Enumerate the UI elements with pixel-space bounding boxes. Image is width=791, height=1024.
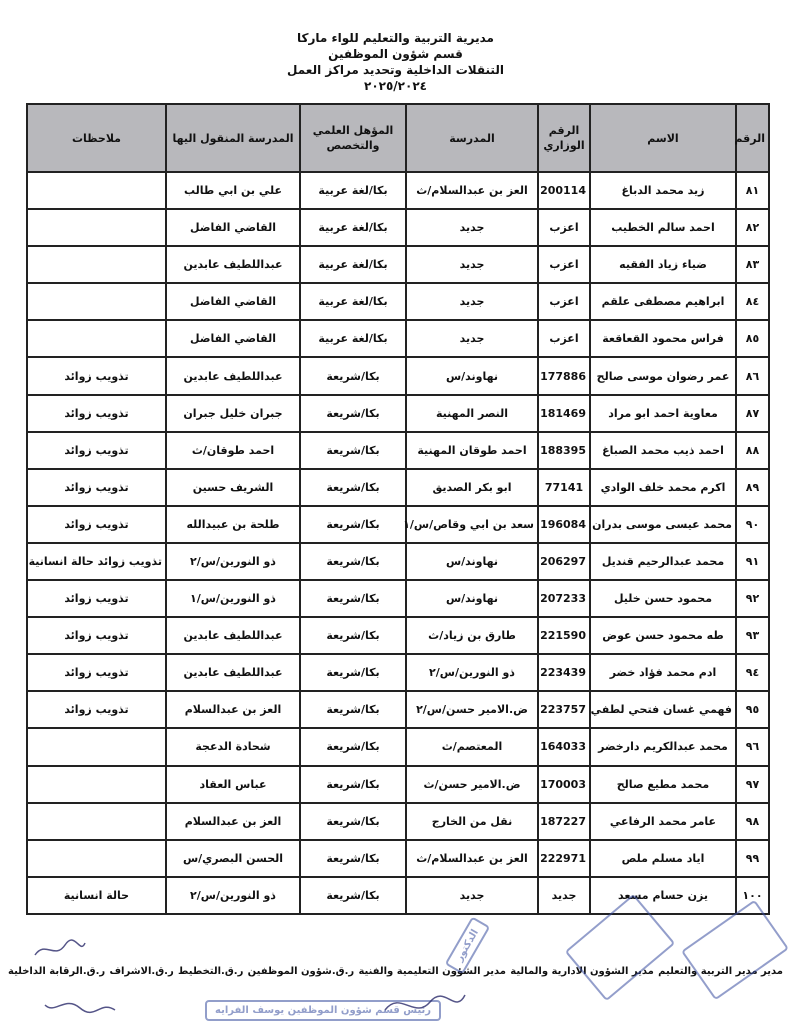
cell-ministry-number: 188395 (538, 432, 590, 469)
table-row (27, 617, 769, 654)
cell-ministry-number: 181469 (538, 395, 590, 432)
cell-ministry-number: 77141 (538, 469, 590, 506)
document-header (0, 30, 791, 94)
signature-educational-affairs: مدير الشؤون التعليمية والفنية (358, 966, 506, 977)
transfers-table (26, 103, 770, 915)
cell-transfer-school: علي بن ابي طالب (166, 172, 300, 209)
cell-school: العز بن عبدالسلام/ث (406, 840, 538, 877)
table-row (27, 209, 769, 246)
directorate-title: مديرية التربية والتعليم للواء ماركا (297, 31, 494, 45)
cell-name: فهمي غسان فتحي لطفي (590, 691, 736, 728)
cell-transfer-school: عبداللطيف عابدين (166, 617, 300, 654)
col-header-ministry-number: الرقم الوزاري (538, 104, 590, 172)
table-row (27, 172, 769, 209)
signature-internal-audit: ر.ق.الرقابة الداخلية (8, 966, 106, 977)
cell-name: محمود حسن خليل (590, 580, 736, 617)
table-row (27, 543, 769, 580)
cell-num: ٩٣ (736, 617, 769, 654)
cell-transfer-school: شحادة الدعجة (166, 728, 300, 765)
cell-notes (27, 803, 166, 840)
cell-qualification: بكا/شريعة (300, 506, 406, 543)
stamp-name: يوسف الفرايه (215, 1005, 285, 1016)
cell-transfer-school: ذو النورين/س/٢ (166, 877, 300, 914)
handwritten-signature-3 (380, 990, 470, 1020)
cell-notes: تذويب زوائد حالة انسانية (27, 543, 166, 580)
department-title: قسم شؤون الموظفين (328, 47, 463, 61)
cell-num: ٨٤ (736, 283, 769, 320)
cell-num: ٨٧ (736, 395, 769, 432)
cell-school: سعد بن ابي وقاص/س/١ (406, 506, 538, 543)
cell-school: ذو النورين/س/٢ (406, 654, 538, 691)
table-row (27, 766, 769, 803)
cell-ministry-number: 164033 (538, 728, 590, 765)
cell-name: محمد عيسى موسى بدران (590, 506, 736, 543)
cell-notes: تذويب زوائد (27, 691, 166, 728)
cell-notes: تذويب زوائد (27, 617, 166, 654)
col-header-transfer-school: المدرسة المنقول اليها (166, 104, 300, 172)
cell-school: جديد (406, 320, 538, 357)
signatures-footer (8, 966, 783, 977)
signature-personnel: ر.ق.شؤون الموظفين (247, 966, 355, 977)
cell-qualification: بكا/لغة عربية (300, 320, 406, 357)
table-row (27, 357, 769, 394)
cell-ministry-number: 206297 (538, 543, 590, 580)
cell-ministry-number: 221590 (538, 617, 590, 654)
signature-director: مدير مدير التربية والتعليم (658, 966, 783, 977)
cell-name: زيد محمد الدباغ (590, 172, 736, 209)
cell-ministry-number: 196084 (538, 506, 590, 543)
cell-school: جديد (406, 877, 538, 914)
signature-supervision: ر.ق.الاشراف (109, 966, 174, 977)
cell-notes (27, 283, 166, 320)
cell-notes: تذويب زوائد (27, 357, 166, 394)
cell-name: ادم محمد فؤاد خضر (590, 654, 736, 691)
cell-qualification: بكا/لغة عربية (300, 172, 406, 209)
cell-transfer-school: عبداللطيف عابدين (166, 357, 300, 394)
cell-notes (27, 172, 166, 209)
cell-num: ١٠٠ (736, 877, 769, 914)
col-header-num: الرقم (736, 104, 769, 172)
cell-num: ٨٩ (736, 469, 769, 506)
cell-school: نهاوند/س (406, 357, 538, 394)
cell-qualification: بكا/شريعة (300, 728, 406, 765)
cell-notes (27, 766, 166, 803)
cell-school: جديد (406, 209, 538, 246)
cell-ministry-number: اعزب (538, 246, 590, 283)
cell-school: نهاوند/س (406, 580, 538, 617)
table-row (27, 691, 769, 728)
cell-name: احمد سالم الخطيب (590, 209, 736, 246)
cell-qualification: بكا/شريعة (300, 432, 406, 469)
cell-school: جديد (406, 246, 538, 283)
cell-transfer-school: القاضي الفاضل (166, 283, 300, 320)
cell-qualification: بكا/شريعة (300, 766, 406, 803)
cell-qualification: بكا/شريعة (300, 654, 406, 691)
cell-qualification: بكا/شريعة (300, 840, 406, 877)
cell-num: ٩١ (736, 543, 769, 580)
cell-notes (27, 320, 166, 357)
cell-qualification: بكا/شريعة (300, 691, 406, 728)
table-row (27, 803, 769, 840)
academic-year: ٢٠٢٥/٢٠٢٤ (364, 79, 427, 93)
col-header-school: المدرسة (406, 104, 538, 172)
cell-transfer-school: الحسن البصري/س (166, 840, 300, 877)
table-row (27, 395, 769, 432)
cell-qualification: بكا/شريعة (300, 543, 406, 580)
cell-ministry-number: 223439 (538, 654, 590, 691)
cell-num: ٩٧ (736, 766, 769, 803)
cell-qualification: بكا/شريعة (300, 357, 406, 394)
document-subject: التنقلات الداخلية وتحديد مراكز العمل (287, 63, 504, 77)
table-row (27, 283, 769, 320)
cell-school: جديد (406, 283, 538, 320)
cell-name: عمر رضوان موسى صالح (590, 357, 736, 394)
cell-qualification: بكا/شريعة (300, 877, 406, 914)
cell-school: العز بن عبدالسلام/ث (406, 172, 538, 209)
cell-num: ٨٥ (736, 320, 769, 357)
cell-ministry-number: اعزب (538, 320, 590, 357)
cell-transfer-school: القاضي الفاضل (166, 209, 300, 246)
cell-transfer-school: عبداللطيف عابدين (166, 246, 300, 283)
cell-ministry-number: اعزب (538, 283, 590, 320)
cell-ministry-number: 200114 (538, 172, 590, 209)
table-row (27, 506, 769, 543)
cell-name: يزن حسام مسعد (590, 877, 736, 914)
cell-name: اياد مسلم ملص (590, 840, 736, 877)
cell-transfer-school: ذو النورين/س/١ (166, 580, 300, 617)
cell-num: ٩٦ (736, 728, 769, 765)
cell-transfer-school: العز بن عبدالسلام (166, 691, 300, 728)
table-header-row (27, 104, 769, 172)
cell-transfer-school: عبداللطيف عابدين (166, 654, 300, 691)
cell-num: ٨٨ (736, 432, 769, 469)
cell-school: ض.الامير حسن/س/٢ (406, 691, 538, 728)
cell-school: ض.الامير حسن/ث (406, 766, 538, 803)
cell-ministry-number: 222971 (538, 840, 590, 877)
cell-transfer-school: الشريف حسين (166, 469, 300, 506)
cell-notes (27, 246, 166, 283)
table-row (27, 320, 769, 357)
col-header-qualification: المؤهل العلمي والتخصص (300, 104, 406, 172)
cell-qualification: بكا/لغة عربية (300, 209, 406, 246)
table-row (27, 840, 769, 877)
cell-transfer-school: العز بن عبدالسلام (166, 803, 300, 840)
cell-notes: تذويب زوائد (27, 506, 166, 543)
handwritten-signature-1 (30, 935, 90, 965)
table-row (27, 654, 769, 691)
cell-transfer-school: احمد طوقان/ث (166, 432, 300, 469)
cell-qualification: بكا/شريعة (300, 617, 406, 654)
table-row (27, 580, 769, 617)
cell-num: ٩٠ (736, 506, 769, 543)
cell-notes: تذويب زوائد (27, 654, 166, 691)
cell-ministry-number: 177886 (538, 357, 590, 394)
cell-num: ٩٢ (736, 580, 769, 617)
cell-name: ضياء زياد الفقيه (590, 246, 736, 283)
cell-name: محمد مطيع صالح (590, 766, 736, 803)
cell-qualification: بكا/شريعة (300, 469, 406, 506)
cell-transfer-school: عباس العقاد (166, 766, 300, 803)
cell-num: ٩٩ (736, 840, 769, 877)
cell-num: ٩٥ (736, 691, 769, 728)
cell-qualification: بكا/شريعة (300, 580, 406, 617)
handwritten-signature-2 (40, 990, 120, 1020)
cell-notes (27, 840, 166, 877)
cell-name: احمد ذيب محمد الصباغ (590, 432, 736, 469)
cell-num: ٨٦ (736, 357, 769, 394)
cell-school: طارق بن زياد/ث (406, 617, 538, 654)
cell-school: احمد طوقان المهنية (406, 432, 538, 469)
cell-notes: حالة انسانية (27, 877, 166, 914)
cell-school: نقل من الخارج (406, 803, 538, 840)
cell-transfer-school: القاضي الفاضل (166, 320, 300, 357)
cell-num: ٨٢ (736, 209, 769, 246)
cell-ministry-number: 207233 (538, 580, 590, 617)
table-row (27, 728, 769, 765)
cell-school: النصر المهنية (406, 395, 538, 432)
cell-name: ابراهيم مصطفى علقم (590, 283, 736, 320)
cell-num: ٩٤ (736, 654, 769, 691)
cell-ministry-number: 223757 (538, 691, 590, 728)
cell-transfer-school: طلحة بن عبيدالله (166, 506, 300, 543)
cell-notes: تذويب زوائد (27, 580, 166, 617)
cell-name: عامر محمد الرفاعي (590, 803, 736, 840)
cell-name: اكرم محمد خلف الوادي (590, 469, 736, 506)
cell-transfer-school: جبران خليل جبران (166, 395, 300, 432)
cell-notes: تذويب زوائد (27, 395, 166, 432)
signature-admin-finance: مدير الشؤون الادارية والمالية (510, 966, 654, 977)
cell-notes: تذويب زوائد (27, 432, 166, 469)
cell-qualification: بكا/لغة عربية (300, 246, 406, 283)
cell-school: نهاوند/س (406, 543, 538, 580)
table-row (27, 246, 769, 283)
cell-ministry-number: 187227 (538, 803, 590, 840)
signature-planning: ر.ق.التخطيط (178, 966, 244, 977)
cell-ministry-number: 170003 (538, 766, 590, 803)
cell-notes: تذويب زوائد (27, 469, 166, 506)
cell-qualification: بكا/لغة عربية (300, 283, 406, 320)
cell-num: ٩٨ (736, 803, 769, 840)
cell-name: فراس محمود القعاقعة (590, 320, 736, 357)
cell-name: طه محمود حسن عوض (590, 617, 736, 654)
cell-notes (27, 728, 166, 765)
stamp-doctor: الدكتور (453, 927, 481, 964)
table-row (27, 877, 769, 914)
cell-name: معاوية احمد ابو مراد (590, 395, 736, 432)
cell-name: محمد عبدالرحيم قنديل (590, 543, 736, 580)
table-row (27, 469, 769, 506)
cell-ministry-number: اعزب (538, 209, 590, 246)
col-header-name: الاسم (590, 104, 736, 172)
cell-num: ٨١ (736, 172, 769, 209)
cell-school: ابو بكر الصديق (406, 469, 538, 506)
cell-notes (27, 209, 166, 246)
cell-qualification: بكا/شريعة (300, 395, 406, 432)
table-row (27, 432, 769, 469)
cell-school: المعتصم/ث (406, 728, 538, 765)
cell-qualification: بكا/شريعة (300, 803, 406, 840)
cell-ministry-number: جديد (538, 877, 590, 914)
col-header-notes: ملاحظات (27, 104, 166, 172)
table-body (27, 172, 769, 914)
cell-transfer-school: ذو النورين/س/٢ (166, 543, 300, 580)
stamp-title: رئيس قسم شؤون الموظفين (287, 1005, 432, 1016)
cell-num: ٨٣ (736, 246, 769, 283)
cell-name: محمد عبدالكريم دارخضر (590, 728, 736, 765)
